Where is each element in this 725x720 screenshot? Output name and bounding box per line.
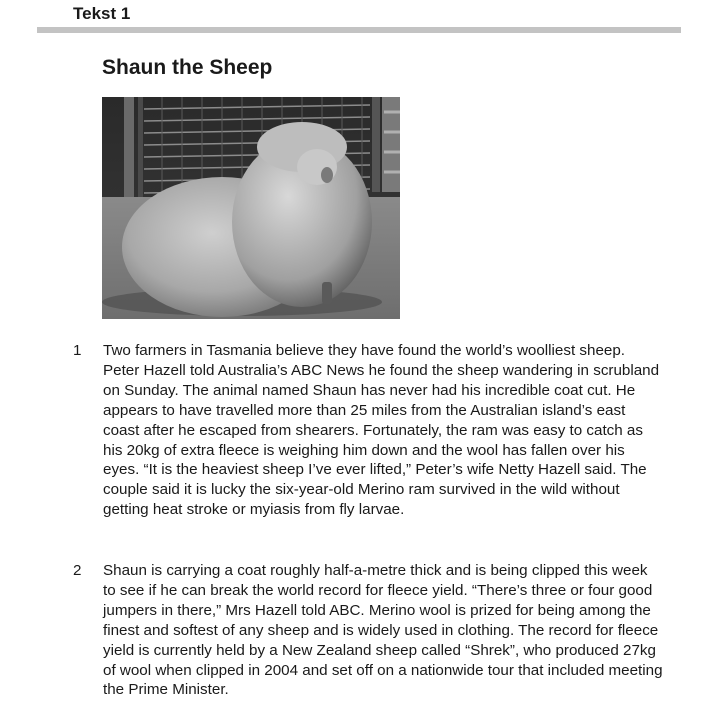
header-divider <box>37 27 681 33</box>
paragraph-number: 1 <box>73 342 82 359</box>
paragraph-number: 2 <box>73 562 82 579</box>
paragraph-text: Shaun is carrying a coat roughly half-a-metre thick and is being clipped this week to see if he can break the world record for fleece yield. “There’s three or four good jumpers in there,” Mrs Hazell told ABC. Merino wool is prized for being among the finest and softest of any sheep and is widely used in clothing. The record for fleece yield is currently held by a New Zealand sheep called “Shrek”, who produced 27kg of wool when clipped in 2004 and set off on a nationwide tour that included meeting the Prime Minister. <box>103 562 663 699</box>
paragraph-1 <box>73 341 673 520</box>
sheep-photo-icon <box>102 97 400 319</box>
paragraph-2 <box>73 561 673 700</box>
paragraph-text: Two farmers in Tasmania believe they have found the world’s woolliest sheep. Peter Hazell told Australia’s ABC News he found the sheep wandering in scrubland on Sunday. The animal named Shaun has never had his incredible coat cut. He appears to have travelled more than 25 miles from the Australian island’s east coast after he escaped from shearers. Fortunately, the ram was easy to catch as his 20kg of extra fleece is weighing him down and the wool has fallen over his eyes. “It is the heaviest sheep I’ve ever lifted,” Peter’s wife Netty Hazell said. The couple said it is lucky the six-year-old Merino ram survived in the wild without getting heat stroke or myiasis from fly larvae. <box>103 342 660 519</box>
article-title: Shaun the Sheep <box>102 56 273 79</box>
sheep-photo <box>102 97 400 319</box>
section-label: Tekst 1 <box>73 4 131 23</box>
